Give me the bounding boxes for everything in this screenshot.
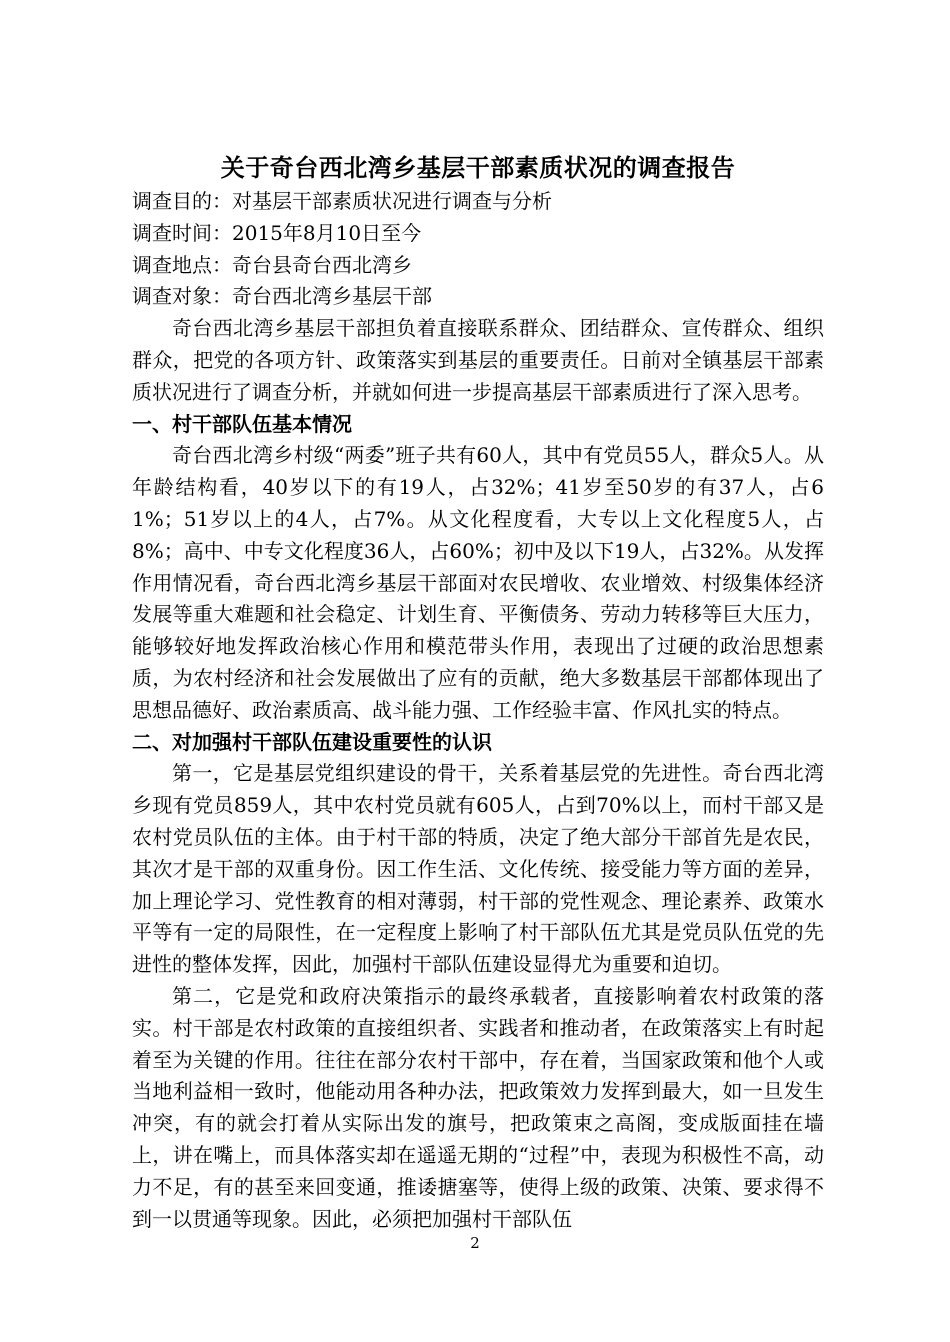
survey-purpose: 调查目的：对基层干部素质状况进行调查与分析	[132, 189, 552, 213]
survey-subject: 调查对象：奇台西北湾乡基层干部	[132, 284, 432, 309]
section-heading-1: 一、村干部队伍基本情况	[132, 411, 352, 436]
document-title: 关于奇台西北湾乡基层干部素质状况的调查报告	[220, 154, 736, 182]
survey-location: 调查地点：奇台县奇台西北湾乡	[132, 252, 412, 277]
section-1-paragraph: 奇台西北湾乡村级“两委”班子共有60人，其中有党员55人，群众5人。从年龄结构看，40岁以下的有19人，占32%；41岁至50岁的有37人，占61%；51岁以上的4人，占7%。从文化程度看，大专以上文化程度5人，占8%；高中、中专文化程度36人，占60%；初中及以下19人，占32%。从发挥作用情况看，奇台西北湾乡基层干部面对农民增收、农业增效、村级集体经济发展等重大难题和社会稳定、计划生育、平衡债务、劳动力转移等巨大压力，能够较好地发挥政治核心作用和模范带头作用，表现出了过硬的政治思想素质，为农村经济和社会发展做出了应有的贡献，绝大多数基层干部都体现出了思想品德好、政治素质高、战斗能力强、工作经验丰富、作风扎实的特点。	[132, 443, 824, 722]
section-heading-2: 二、对加强村干部队伍建设重要性的认识	[132, 729, 492, 754]
section-2-paragraph-2: 第二，它是党和政府决策指示的最终承载者，直接影响着农村政策的落实。村干部是农村政策的直接组织者、实践者和推动者，在政策落实上有时起着至为关键的作用。往往在部分农村干部中，存在着，当国家政策和他个人或当地利益相一致时，他能动用各种办法，把政策效力发挥到最大，如一旦发生冲突，有的就会打着从实际出发的旗号，把政策束之高阁，变成版面挂在墙上，讲在嘴上，而具体落实却在遥遥无期的“过程”中，表现为积极性不高，动力不足，有的甚至来回变通，推诿搪塞等，使得上级的政策、决策、要求得不到一以贯通等现象。因此，必须把加强村干部队伍	[132, 983, 824, 1231]
section-2-paragraph-1: 第一，它是基层党组织建设的骨干，关系着基层党的先进性。奇台西北湾乡现有党员859人，其中农村党员就有605人，占到70%以上，而村干部又是农村党员队伍的主体。由于村干部的特质，决定了绝大部分干部首先是农民，其次才是干部的双重身份。因工作生活、文化传统、接受能力等方面的差异，加上理论学习、党性教育的相对薄弱，村干部的党性观念、理论素养、政策水平等有一定的局限性，在一定程度上影响了村干部队伍尤其是党员队伍党的先进性的整体发挥，因此，加强村干部队伍建设显得尤为重要和迫切。	[132, 761, 824, 977]
survey-meta	[132, 186, 824, 313]
intro-paragraph: 奇台西北湾乡基层干部担负着直接联系群众、团结群众、宣传群众、组织群众，把党的各项方针、政策落实到基层的重要责任。日前对全镇基层干部素质状况进行了调查分析，并就如何进一步提高基层干部素质进行了深入思考。	[132, 316, 824, 404]
page-number: 2	[470, 1234, 480, 1252]
document-page	[132, 150, 824, 1235]
survey-time: 调查时间：2015年8月10日至今	[132, 220, 422, 245]
